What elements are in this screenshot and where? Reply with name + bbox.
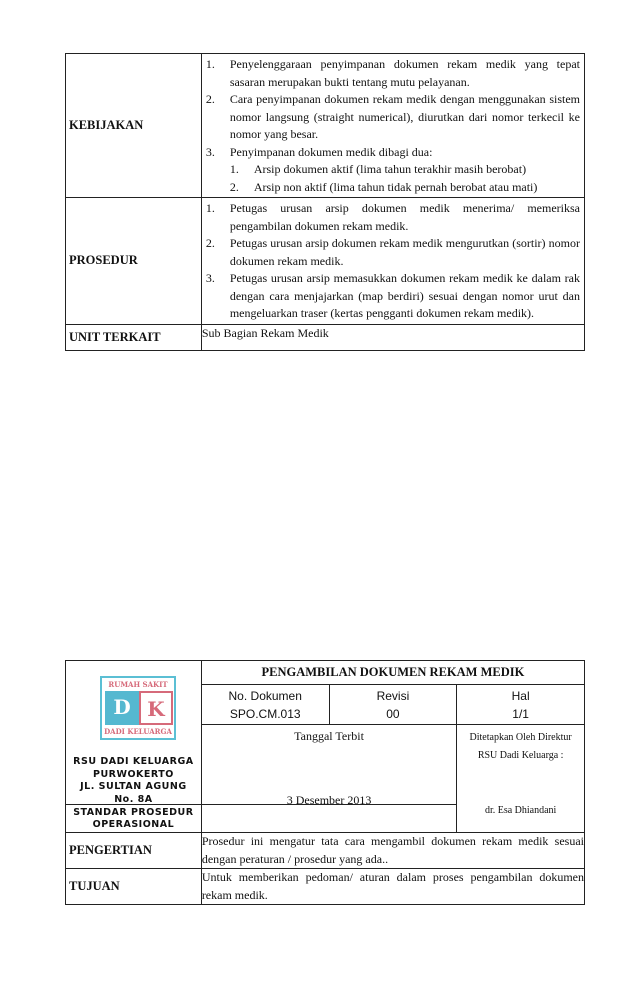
kebijakan-content [201, 54, 584, 198]
tanggal-terbit-value: 3 Desember 2013 [286, 793, 372, 807]
no-dokumen-value: SPO.CM.013 [229, 707, 301, 721]
list-item: 3. Penyimpanan dokumen medik dibagi dua: 1. Arsip dokumen aktif (lima tahun terakhir masih berobat) 2. Arsip non aktif (lima tahun tidak pernah berobat atau mati) [206, 144, 580, 197]
policy-table [65, 53, 585, 351]
ditetapkan-line1: Ditetapkan Oleh Direktur [469, 732, 572, 743]
spo-header-table [65, 660, 585, 905]
doc-type: STANDAR PROSEDUR OPERASIONAL [66, 805, 202, 833]
logo-bottom-text: DADI KELUARGA [104, 727, 172, 736]
hospital-address: JL. SULTAN AGUNG [80, 781, 187, 792]
logo-letter-d: D [105, 691, 139, 725]
no-dokumen-cell [201, 685, 329, 725]
kebijakan-label: KEBIJAKAN [66, 54, 202, 198]
logo-letter-k: K [139, 691, 173, 725]
prosedur-label: PROSEDUR [66, 198, 202, 325]
tanggal-terbit-label: Tanggal Terbit [294, 729, 364, 743]
unit-terkait-value: Sub Bagian Rekam Medik [201, 324, 584, 350]
hospital-cell [66, 661, 202, 805]
director-name: dr. Esa Dhiandani [484, 805, 557, 816]
revisi-cell [329, 685, 457, 725]
prosedur-list [202, 198, 584, 324]
tujuan-label: TUJUAN [66, 869, 202, 905]
document-title: PENGAMBILAN DOKUMEN REKAM MEDIK [201, 661, 584, 685]
tanggal-spacer [201, 805, 456, 833]
hospital-city: PURWOKERTO [92, 768, 174, 780]
prosedur-content [201, 198, 584, 325]
hal-cell [457, 685, 585, 725]
kebijakan-sublist [230, 161, 580, 196]
hal-value: 1/1 [512, 707, 529, 721]
hospital-name: RSU DADI KELUARGA [73, 756, 194, 767]
pengertian-value: Prosedur ini mengatur tata cara mengambil dokumen rekam medik sesuai dengan peraturan / prosedur yang ada.. [201, 833, 584, 869]
tujuan-value: Untuk memberikan pedoman/ aturan dalam proses pengambilan dokumen rekam medik. [201, 869, 584, 905]
pengertian-label: PENGERTIAN [66, 833, 202, 869]
tanggal-terbit-cell [201, 725, 456, 805]
list-item: 3. Petugas urusan arsip memasukkan dokumen rekam medik ke dalam rak dengan cara menjajarkan (map berdiri) sesuai dengan nomor urut dan mengeluarkan traser (kertas pengganti dokumen rekam medik). [205, 271, 580, 320]
list-item: 2. Cara penyimpanan dokumen rekam medik dengan menggunakan sistem nomor langsung (straight numerical), diurutkan dari nomor terkecil ke nomor yang besar. [205, 92, 580, 141]
unit-terkait-label: UNIT TERKAIT [66, 324, 202, 350]
list-item: 2. Petugas urusan arsip dokumen rekam medik mengurutkan (sortir) nomor dokumen rekam medik. [205, 236, 580, 268]
revisi-label: Revisi [376, 689, 410, 703]
ditetapkan-line2: RSU Dadi Keluarga : [477, 750, 564, 761]
hospital-address-number: No. 8A [114, 793, 153, 805]
logo-top-text: RUMAH SAKIT [108, 680, 168, 689]
kebijakan-list [202, 54, 584, 197]
hospital-info [66, 756, 201, 806]
sub-list-item: 2. Arsip non aktif (lima tahun tidak pernah berobat atau mati) [229, 179, 538, 194]
ditetapkan-cell [457, 725, 585, 833]
hospital-logo [100, 676, 176, 740]
hal-label: Hal [511, 689, 530, 703]
sub-list-item: 1. Arsip dokumen aktif (lima tahun terakhir masih berobat) [229, 162, 527, 176]
list-item: 1. Penyelenggaraan penyimpanan dokumen rekam medik yang tepat sasaran merupakan bukti tentang mutu pelayanan. [205, 57, 580, 89]
list-item: 1. Petugas urusan arsip dokumen medik menerima/ memeriksa pengambilan dokumen rekam medik. [205, 201, 580, 233]
revisi-value: 00 [386, 707, 400, 721]
no-dokumen-label: No. Dokumen [228, 689, 302, 703]
